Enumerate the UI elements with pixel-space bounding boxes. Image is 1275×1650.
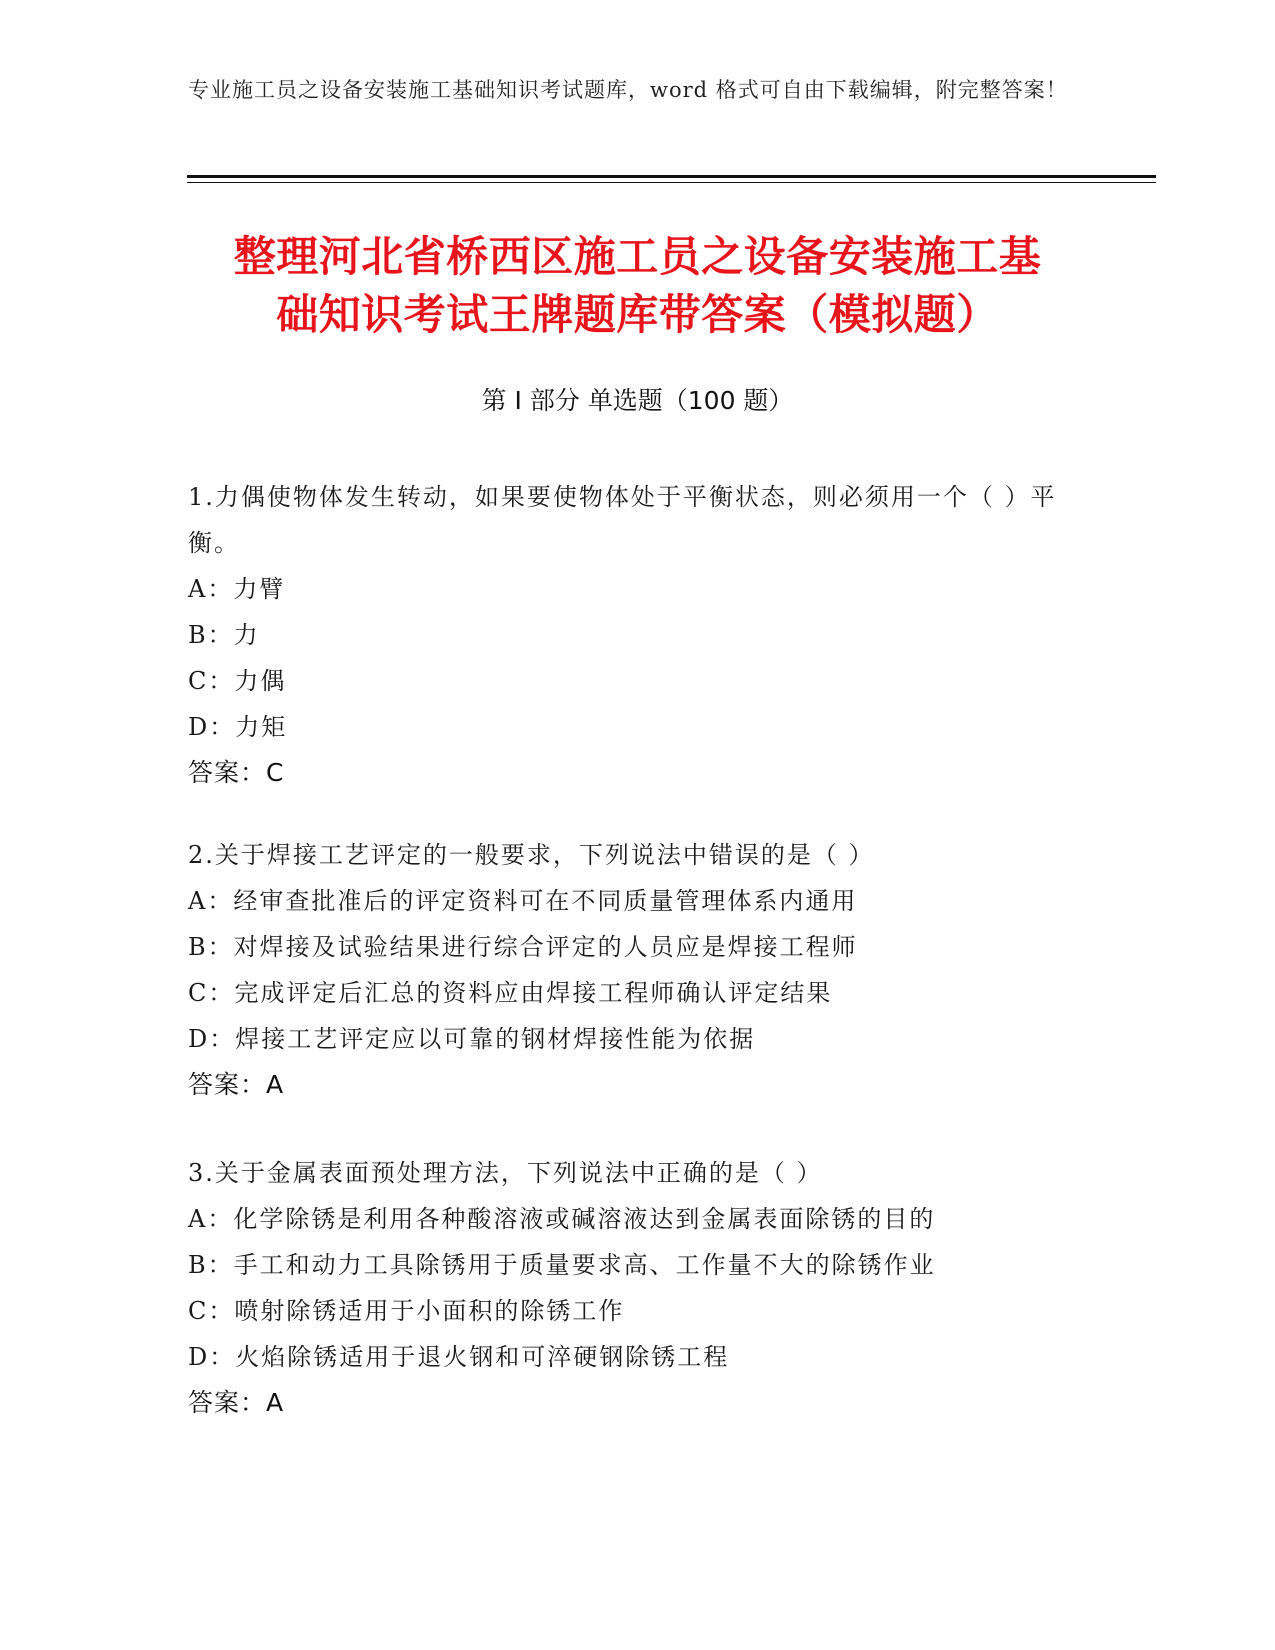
section-title: 第 I 部分 单选题（100 题） [481, 386, 794, 415]
option-c: C：力偶 [188, 667, 287, 695]
option-d: D：火焰除锈适用于退火钢和可淬硬钢除锈工程 [188, 1343, 730, 1371]
question-stem: 3.关于金属表面预处理方法，下列说法中正确的是（ ） [188, 1159, 823, 1187]
question-stem: 2.关于焊接工艺评定的一般要求，下列说法中错误的是（ ） [188, 841, 875, 869]
answer-label: 答案：A [188, 1070, 285, 1099]
document-title [130, 228, 1145, 344]
option-b: B：力 [188, 621, 260, 649]
header-note: 专业施工员之设备安装施工基础知识考试题库，word 格式可自由下载编辑，附完整答案！ [188, 78, 1068, 102]
option-a: A：经审查批准后的评定资料可在不同质量管理体系内通用 [188, 887, 858, 915]
question-block-1 [188, 474, 1068, 796]
option-b: B：对焊接及试验结果进行综合评定的人员应是焊接工程师 [188, 933, 858, 961]
option-c: C：完成评定后汇总的资料应由焊接工程师确认评定结果 [188, 979, 833, 1007]
header-divider-thick [187, 175, 1156, 178]
answer-label: 答案：A [188, 1388, 285, 1417]
option-d: D：焊接工艺评定应以可靠的钢材焊接性能为依据 [188, 1025, 756, 1053]
question-stem: 1.力偶使物体发生转动，如果要使物体处于平衡状态，则必须用一个（ ）平衡。 [188, 483, 1057, 557]
option-d: D：力矩 [188, 713, 288, 741]
header-divider-thin [187, 182, 1156, 183]
option-a: A：力臂 [188, 575, 286, 603]
document-title-line-1: 整理河北省桥西区施工员之设备安装施工基 [233, 232, 1042, 281]
option-a: A：化学除锈是利用各种酸溶液或碱溶液达到金属表面除锈的目的 [188, 1205, 936, 1233]
document-title-line-2: 础知识考试王牌题库带答案（模拟题） [276, 290, 999, 339]
option-b: B：手工和动力工具除锈用于质量要求高、工作量不大的除锈作业 [188, 1251, 936, 1279]
question-block-3 [188, 1150, 1068, 1426]
option-c: C：喷射除锈适用于小面积的除锈工作 [188, 1297, 625, 1325]
answer-label: 答案：C [188, 758, 285, 787]
question-block-2 [188, 832, 1068, 1108]
